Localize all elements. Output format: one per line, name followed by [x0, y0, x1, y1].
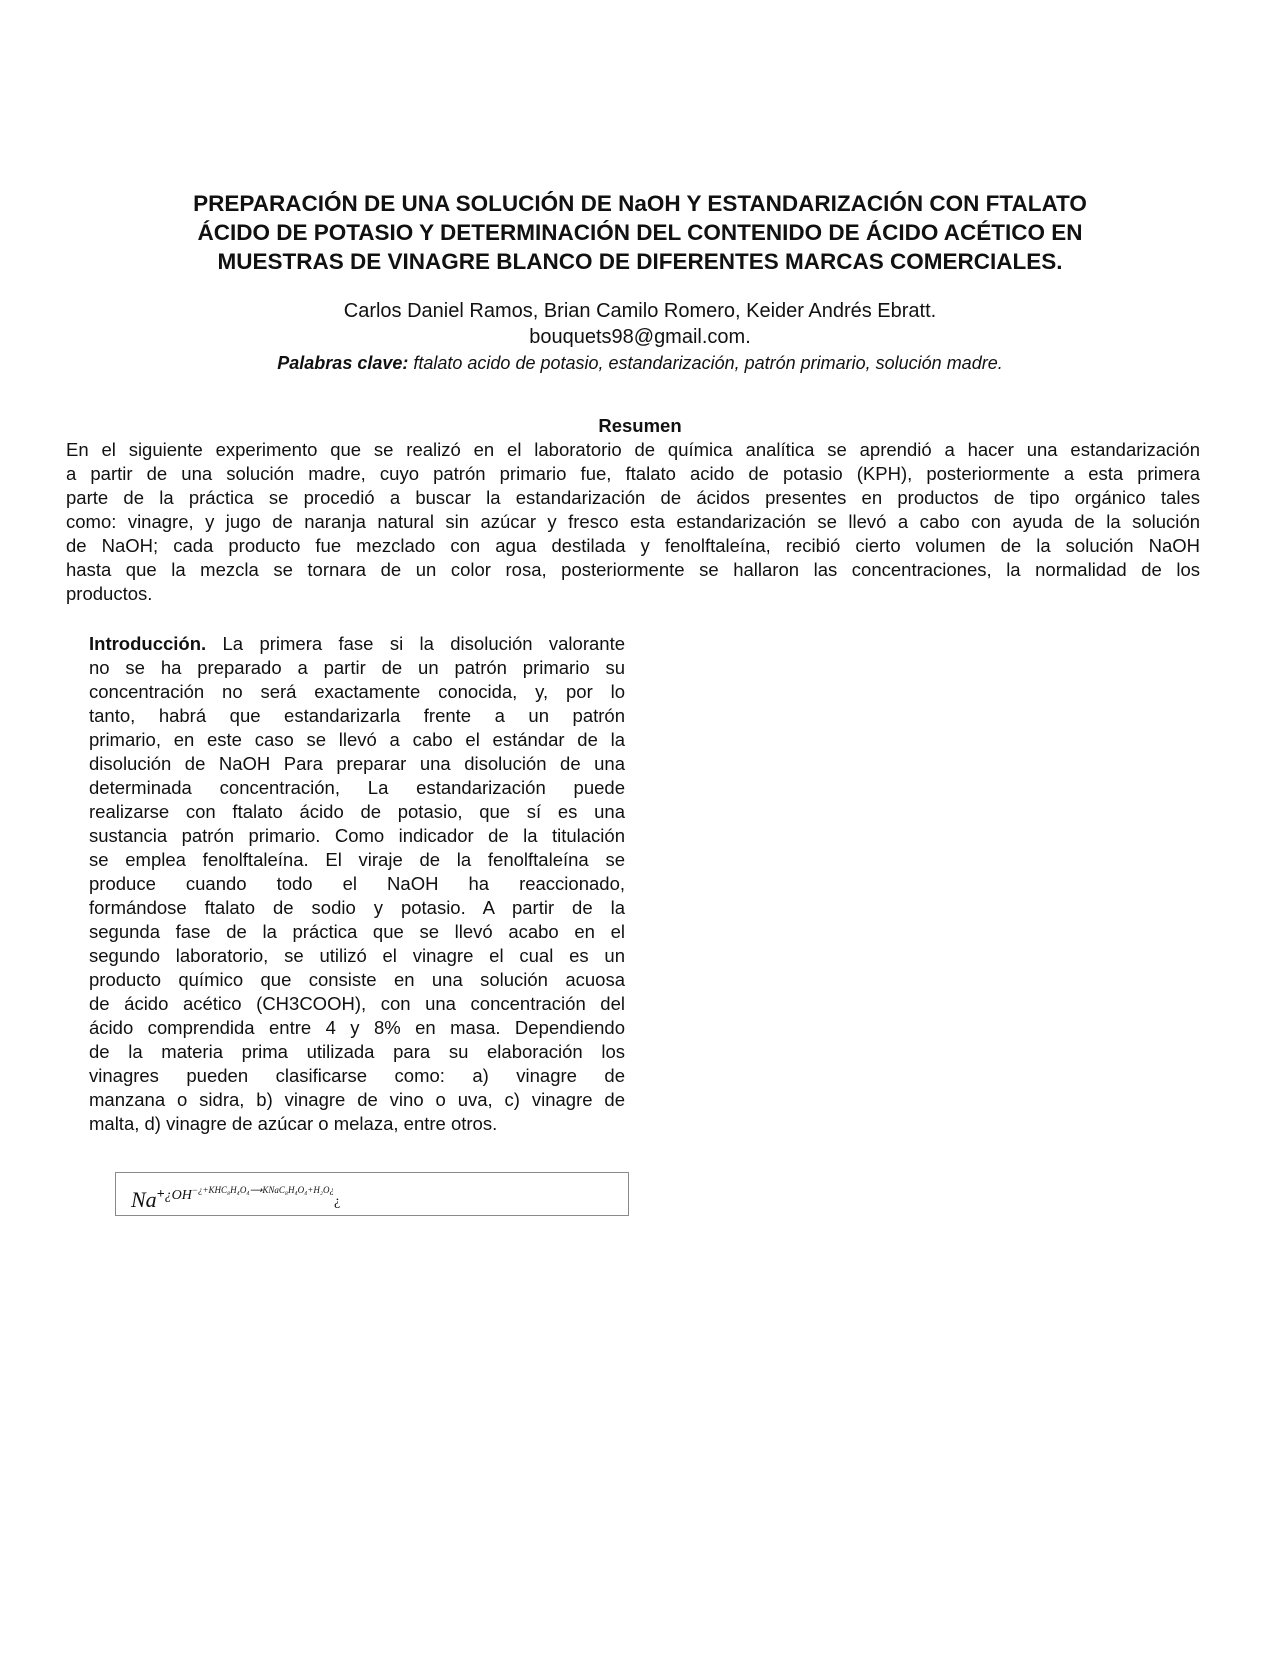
abstract-line: a partir de una solución madre, cuyo patrón primario fue, ftalato acido de potasio (KPH), posteriormente a esta primera — [66, 463, 1200, 484]
title-line: MUESTRAS DE VINAGRE BLANCO DE DIFERENTES MARCAS COMERCIALES. — [217, 249, 1063, 274]
abstract-line: como: vinagre, y jugo de naranja natural sin azúcar y fresco esta estandarización se llevó a cabo con ayuda de la solución — [66, 511, 1200, 532]
abstract-line: de NaOH; cada producto fue mezclado con agua destilada y fenolftaleína, recibió cierto volumen de la solución NaOH — [66, 535, 1200, 556]
intro-first-line-text: La primera fase si la disolución valorante — [206, 633, 625, 654]
intro-line: disolución de NaOH Para preparar una disolución de una — [89, 753, 625, 774]
keywords — [120, 351, 1160, 375]
intro-line: tanto, habrá que estandarizarla frente a un patrón — [89, 705, 625, 726]
authors: Carlos Daniel Ramos, Brian Camilo Romero, Keider Andrés Ebratt. — [343, 300, 937, 322]
abstract-body — [66, 438, 1200, 606]
author-email: bouquets98@gmail.com. — [529, 326, 751, 348]
intro-line: sustancia patrón primario. Como indicador de la titulación — [89, 825, 625, 846]
equation-sodium: Na — [131, 1187, 157, 1212]
chemical-equation — [131, 1185, 340, 1213]
intro-line: de la materia prima utilizada para su elaboración los — [89, 1041, 625, 1062]
intro-line: realizarse con ftalato ácido de potasio, que sí es una — [89, 801, 625, 822]
introduction-section — [89, 632, 625, 1136]
intro-line — [89, 632, 625, 656]
intro-line: manzana o sidra, b) vinagre de vino o uva, c) vinagre de — [89, 1089, 625, 1110]
title-line: PREPARACIÓN DE UNA SOLUCIÓN DE NaOH Y ESTANDARIZACIÓN CON FTALATO — [193, 191, 1087, 216]
intro-line: se emplea fenolftaleína. El viraje de la fenolftaleína se — [89, 849, 625, 870]
abstract-line: parte de la práctica se procedió a buscar la estandarización de ácidos presentes en productos de tipo orgánico tales — [66, 487, 1200, 508]
abstract-line: hasta que la mezcla se tornara de un color rosa, posteriormente se hallaron las concentraciones, la normalidad de los — [66, 559, 1200, 580]
intro-line: vinagres pueden clasificarse como: a) vinagre de — [89, 1065, 625, 1086]
equation-hydroxide: ¿OH — [164, 1188, 192, 1203]
intro-line: producto químico que consiste en una solución acuosa — [89, 969, 625, 990]
paper-title — [120, 189, 1160, 276]
abstract-line: En el siguiente experimento que se realizó en el laboratorio de química analítica se aprendió a hacer una estandarización — [66, 439, 1200, 460]
chemical-equation-box — [115, 1172, 629, 1216]
keywords-text: ftalato acido de potasio, estandarización, patrón primario, solución madre. — [408, 353, 1003, 373]
intro-line: segunda fase de la práctica que se llevó acabo en el — [89, 921, 625, 942]
intro-line: no se ha preparado a partir de un patrón primario su — [89, 657, 625, 678]
title-line: ÁCIDO DE POTASIO Y DETERMINACIÓN DEL CONTENIDO DE ÁCIDO ACÉTICO EN — [197, 220, 1083, 245]
intro-line: determinada concentración, La estandarización puede — [89, 777, 625, 798]
intro-line: segundo laboratorio, se utilizó el vinagre el cual es un — [89, 945, 625, 966]
equation-reaction: −¿+KHC₈H₄O₄⟶KNaC₈H₄O₄+H₂O¿ — [191, 1185, 334, 1195]
keywords-label: Palabras clave: — [277, 353, 409, 373]
intro-line: formándose ftalato de sodio y potasio. A partir de la — [89, 897, 625, 918]
equation-tail: ¿ — [333, 1194, 341, 1209]
intro-line: ácido comprendida entre 4 y 8% en masa. Dependiendo — [89, 1017, 625, 1038]
intro-line: de ácido acético (CH3COOH), con una concentración del — [89, 993, 625, 1014]
abstract-heading: Resumen — [598, 415, 682, 436]
equation-plus: + — [156, 1187, 165, 1202]
intro-line: primario, en este caso se llevó a cabo el estándar de la — [89, 729, 625, 750]
introduction-label: Introducción. — [89, 633, 207, 654]
abstract-line: productos. — [66, 583, 153, 604]
intro-line: malta, d) vinagre de azúcar o melaza, entre otros. — [89, 1113, 498, 1134]
intro-line: produce cuando todo el NaOH ha reaccionado, — [89, 873, 625, 894]
intro-line: concentración no será exactamente conocida, y, por lo — [89, 681, 625, 702]
